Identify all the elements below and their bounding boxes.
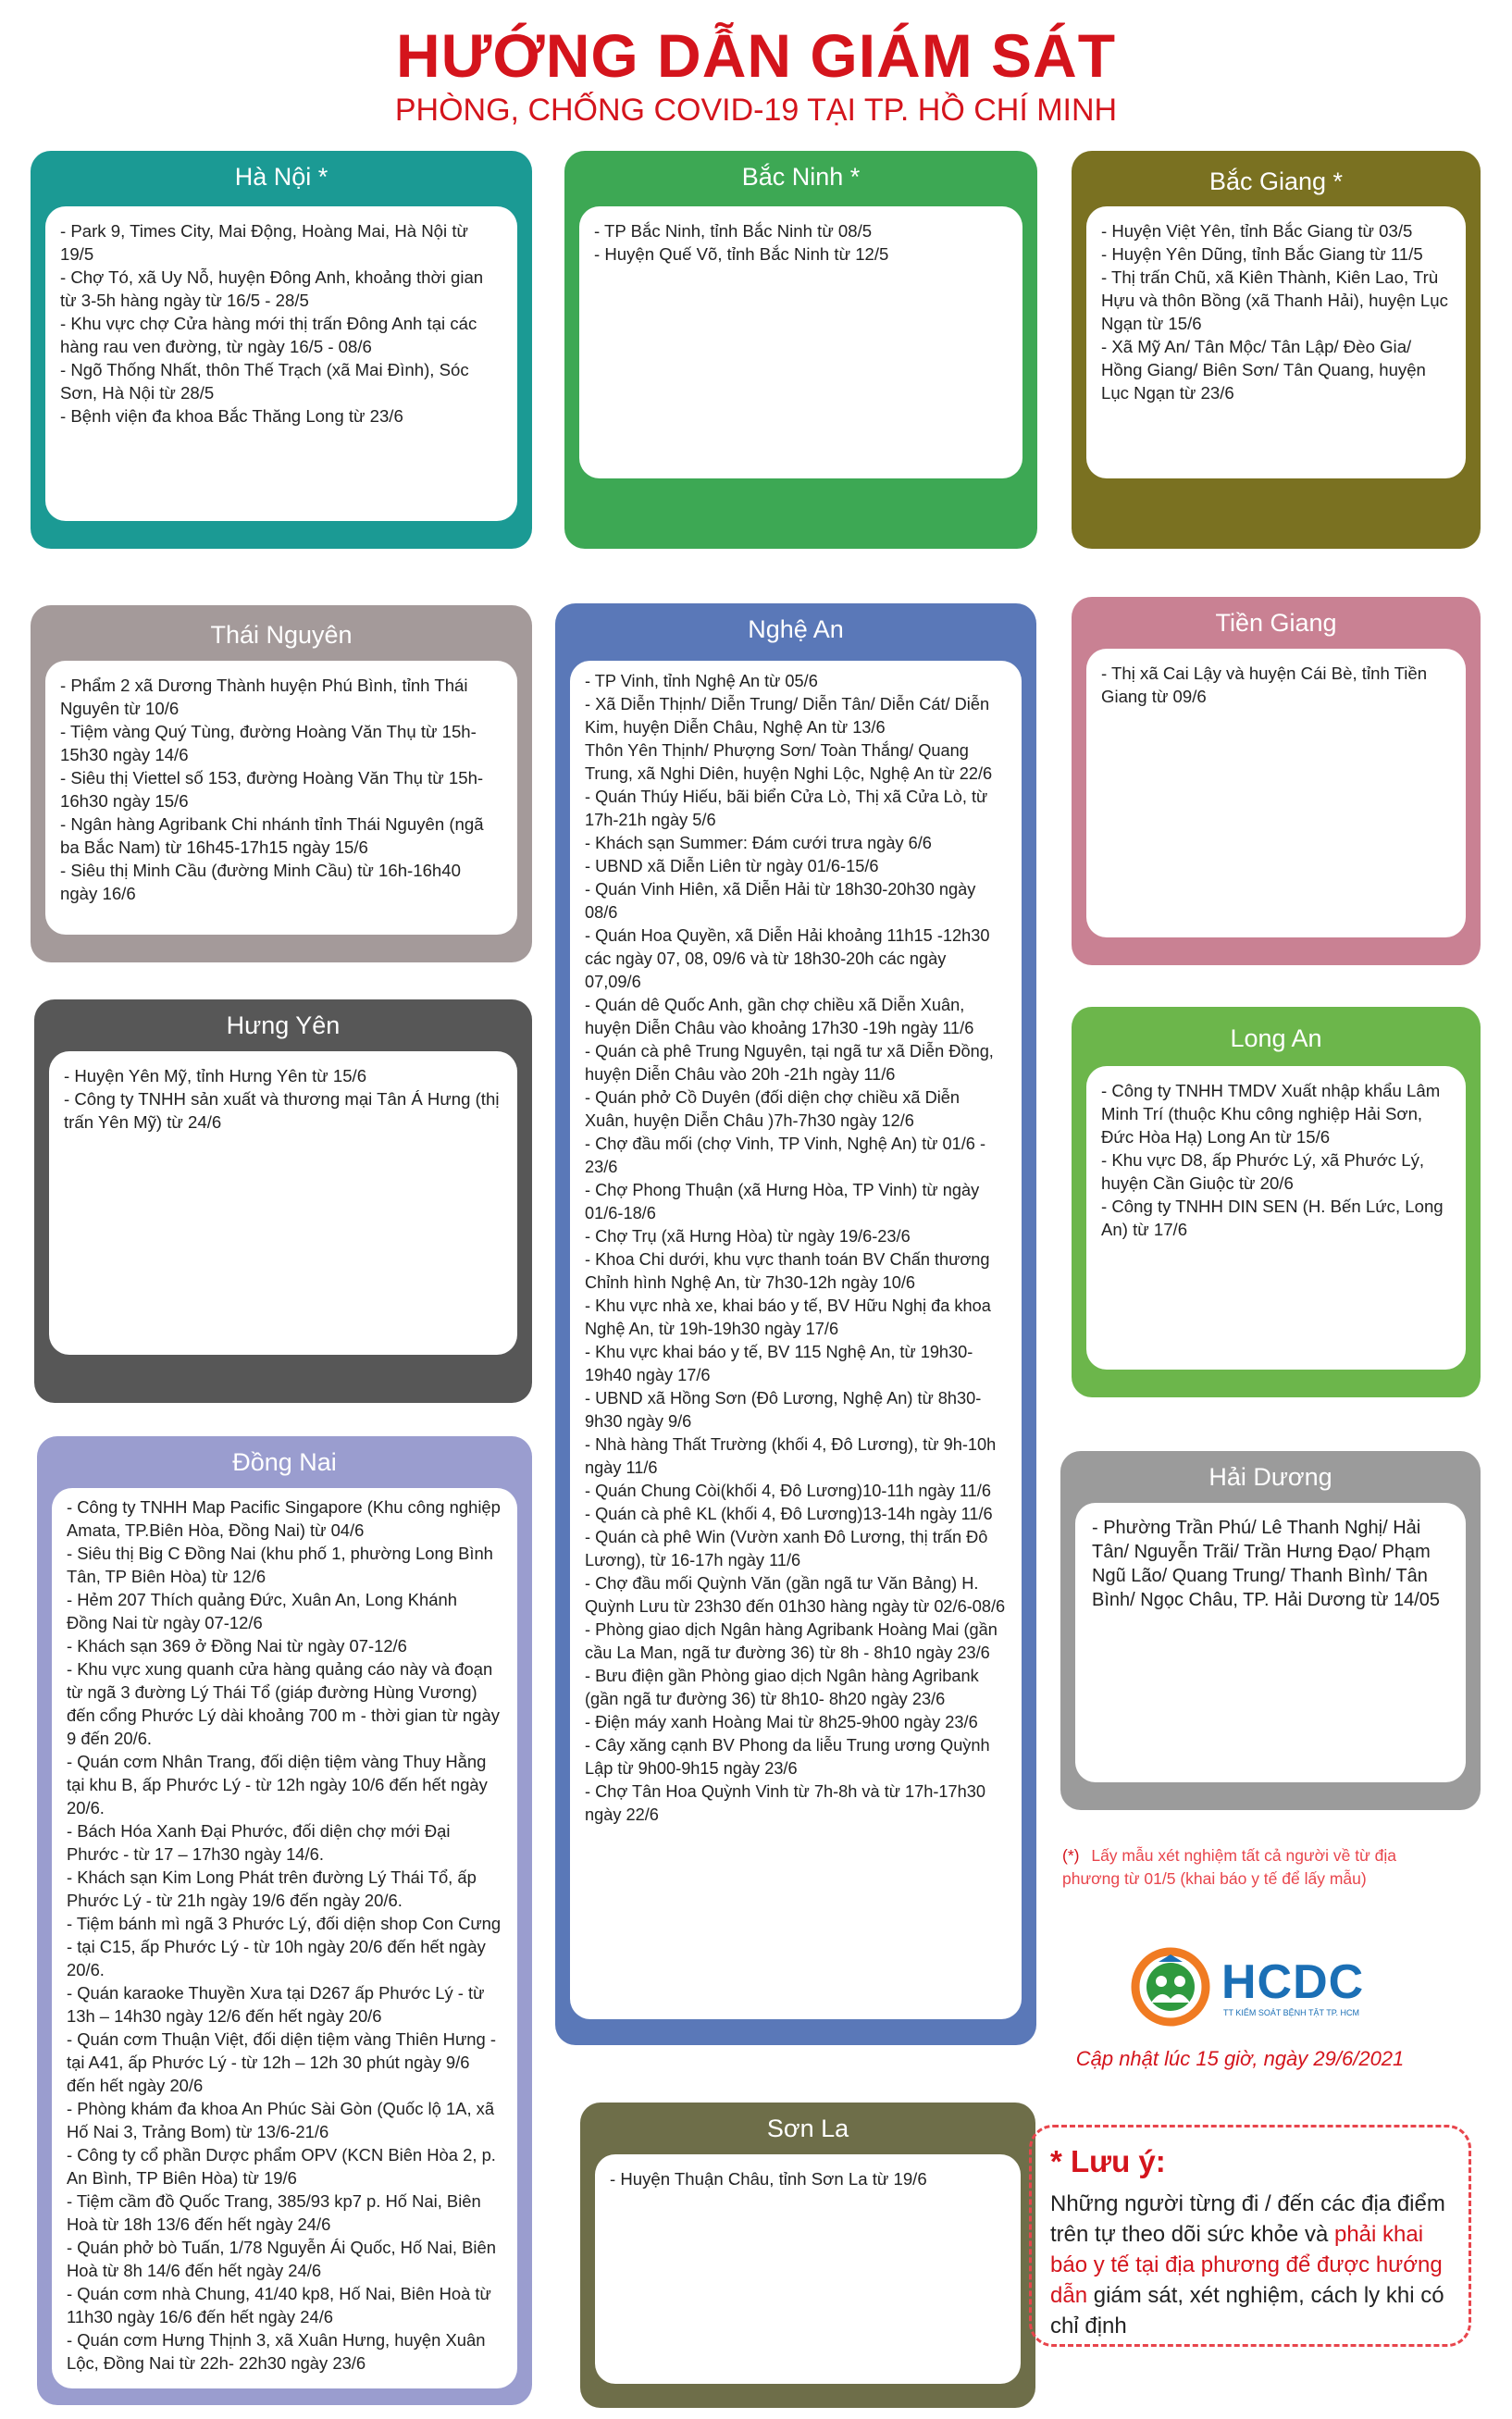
card-thainguyen [31,605,532,962]
footnote-text: Lấy mẫu xét nghiệm tất cả người về từ địa phương từ 01/5 (khai báo y tế để lấy mẫu) [1062,1846,1396,1888]
card-line: - Hẻm 207 Thích quảng Đức, Xuân An, Long Khánh Đồng Nai từ ngày 07-12/6 [67,1590,457,1632]
card-line: - Công ty TNHH TMDV Xuất nhập khẩu Lâm Minh Trí (thuộc Khu công nghiệp Hải Sơn, Đức Hòa Hạ) Long An từ 15/6 [1101,1081,1441,1147]
card-line: - Thị trấn Chũ, xã Kiên Thành, Kiên Lao, Trù Hựu và thôn Bồng (xã Thanh Hải), huyện Lục Ngạn từ 15/6 [1101,267,1448,333]
card-title: Bắc Ninh * [741,162,861,191]
note-text-c: giám sát, xét nghiệm, cách ly khi có chỉ định [1050,2283,1444,2338]
card-body [1086,206,1466,478]
card-line: - Công ty TNHH DIN SEN (H. Bến Lức, Long An) từ 17/6 [1101,1197,1444,1239]
card-line: - Bưu điện gần Phòng giao dịch Ngân hàng Agribank (gần ngã tư đường 36) từ 8h10- 8h20 ngày 23/6 [585,1667,979,1708]
card-line: - Huyện Thuận Châu, tỉnh Sơn La từ 19/6 [610,2169,927,2189]
card-line: - Bệnh viện đa khoa Bắc Thăng Long từ 23/6 [60,406,403,426]
card-line: - Quán cơm Thuận Việt, đối diện tiệm vàng Thiên Hưng - tại A41, ấp Phước Lý - từ 12h – 12h 30 phút ngày 9/6 đến hết ngày 20/6 [67,2029,496,2095]
card-line: - Quán Vinh Hiên, xã Diễn Hải từ 18h30-20h30 ngày 08/6 [585,880,976,922]
card-body [1075,1503,1466,1782]
card-line: - Khu vực xung quanh cửa hàng quảng cáo này và đoạn từ ngã 3 đường Lý Thái Tổ (giáp đường Hùng Vương) đến cổng Phước Lý dài khoảng 700 m - thời gian từ ngày 9 đến 20/6. [67,1659,500,1748]
card-line: - Quán karaoke Thuyền Xưa tại D267 ấp Phước Lý - từ 13h – 14h30 ngày 12/6 đến hết ngày 20/6 [67,1983,485,2026]
card-line: - Chợ Tó, xã Uy Nỗ, huyện Đông Anh, khoảng thời gian từ 3-5h hàng ngày từ 16/5 - 28/5 [60,267,484,310]
card-body [45,661,517,935]
note-box [1029,2125,1471,2347]
card-line: - Quán cơm nhà Chung, 41/40 kp8, Hố Nai, Biên Hoà từ 11h30 ngày 16/6 đến hết ngày 24/6 [67,2284,491,2326]
footnote-marker: (*) [1062,1846,1080,1865]
card-line: - Khu vực chợ Cửa hàng mới thị trấn Đông Anh tại các hàng rau ven đường, từ ngày 16/5 - 08/6 [60,314,477,356]
card-line: - Siêu thị Viettel số 153, đường Hoàng Văn Thụ từ 15h-16h30 ngày 15/6 [60,768,484,811]
card-line: - Chợ đầu mối Quỳnh Văn (gần ngã tư Văn Bảng) H. Quỳnh Lưu từ 23h30 đến 01h30 hàng ngày từ 02/6-08/6 [585,1574,1006,1616]
card-line: - UBND xã Hồng Sơn (Đô Lương, Nghệ An) từ 8h30-9h30 ngày 9/6 [585,1389,982,1431]
card-line: - Park 9, Times City, Mai Động, Hoàng Mai, Hà Nội từ 19/5 [60,221,468,264]
card-line: - Quán cà phê Trung Nguyên, tại ngã tư xã Diễn Đồng, huyện Diễn Châu vào 20h -21h ngày 11/6 [585,1042,994,1084]
card-line: - Siêu thị Minh Cầu (đường Minh Cầu) từ 16h-16h40 ngày 16/6 [60,861,461,903]
card-body [570,661,1022,2019]
card-line: - Phẩm 2 xã Dương Thành huyện Phú Bình, tỉnh Thái Nguyên từ 10/6 [60,676,468,718]
card-line: - Quán cơm Hưng Thịnh 3, xã Xuân Hưng, huyện Xuân Lộc, Đồng Nai từ 22h- 22h30 ngày 23/6 [67,2330,486,2373]
card-line: - Phường Trần Phú/ Lê Thanh Nghị/ Hải Tân/ Nguyễn Trãi/ Trần Hưng Đạo/ Phạm Ngũ Lão/ Quang Trung/ Thanh Bình/ Tân Bình/ Ngọc Châu, TP. Hải Dương từ 14/05 [1092,1518,1441,1610]
card-line: - Huyện Yên Mỹ, tỉnh Hưng Yên từ 15/6 [64,1066,367,1085]
page-title: HƯỚNG DẪN GIÁM SÁT [395,21,1117,90]
card-line: - Khách sạn Kim Long Phát trên đường Lý Thái Tổ, ấp Phước Lý - từ 21h ngày 19/6 đến ngày 20/6. [67,1867,477,1910]
card-line: - Khách sạn Summer: Đám cưới trưa ngày 6/6 [585,834,932,852]
card-line: - Chợ đầu mối (chợ Vinh, TP Vinh, Nghệ An) từ 01/6 - 23/6 [585,1135,986,1176]
card-line: - Ngõ Thống Nhất, thôn Thế Trạch (xã Mai Đình), Sóc Sơn, Hà Nội từ 28/5 [60,360,469,403]
card-line: - Cây xăng cạnh BV Phong da liễu Trung ương Quỳnh Lập từ 9h00-9h15 ngày 23/6 [585,1736,990,1778]
card-title: Thái Nguyên [210,620,353,649]
updated-timestamp: Cập nhật lúc 15 giờ, ngày 29/6/2021 [1075,2047,1405,2070]
card-line: - Quán cà phê KL (khối 4, Đô Lương)13-14h ngày 11/6 [585,1505,993,1523]
card-line: - Phòng giao dịch Ngân hàng Agribank Hoàng Mai (gần cầu La Man, ngã tư đường 36) từ 8h - 8h10 ngày 23/6 [585,1620,998,1662]
card-line: - Tiệm bánh mì ngã 3 Phước Lý, đối diện shop Con Cưng - tại C15, ấp Phước Lý - từ 10h ngày 20/6 đến hết ngày 20/6. [67,1914,502,1979]
card-line: - Quán phở Cồ Duyên (đối diện chợ chiều xã Diễn Xuân, huyện Diễn Châu )7h-7h30 ngày 12/6 [585,1088,960,1130]
card-body [52,1488,517,2388]
card-line: - Khoa Chi dưới, khu vực thanh toán BV Chấn thương Chỉnh hình Nghệ An, từ 7h30-12h ngày 10/6 [585,1250,990,1292]
card-line: - Siêu thị Big C Đồng Nai (khu phố 1, phường Long Bình Tân, TP Biên Hòa) từ 12/6 [67,1544,493,1586]
card-title: Long An [1230,1023,1322,1052]
card-line: - TP Bắc Ninh, tỉnh Bắc Ninh từ 08/5 [594,221,873,241]
card-line: - Chợ Phong Thuận (xã Hưng Hòa, TP Vinh) từ ngày 01/6-18/6 [585,1181,980,1222]
card-nghean [555,603,1036,2045]
card-line: - Chợ Tân Hoa Quỳnh Vinh từ 7h-8h và từ 17h-17h30 ngày 22/6 [585,1782,985,1824]
footnote [1062,1844,1423,1891]
card-line: - Quán Chung Còi(khối 4, Đô Lương)10-11h ngày 11/6 [585,1482,991,1500]
card-tiengiang [1072,597,1481,965]
card-line: - Khu vực D8, ấp Phước Lý, xã Phước Lý, huyện Cần Giuộc từ 20/6 [1101,1150,1425,1193]
card-line: - Nhà hàng Thất Trường (khối 4, Đô Lương), từ 9h-10h ngày 11/6 [585,1435,997,1477]
hcdc-logo-icon [1131,1947,1210,2027]
card-bacninh [564,151,1037,549]
card-line: - Phòng khám đa khoa An Phúc Sài Gòn (Quốc lộ 1A, xã Hố Nai 3, Trảng Bom) từ 13/6-21/6 [67,2099,495,2141]
card-line: - Quán Hoa Quyền, xã Diễn Hải khoảng 11h15 -12h30 các ngày 07, 08, 09/6 và từ 18h30-20h các ngày 07,09/6 [585,926,990,991]
card-body [45,206,517,521]
logo-name: HCDC [1221,1955,1365,2009]
note-text-highlight: phải khai báo y tế tại địa phương để được hướng dẫn [1050,2222,1443,2308]
card-bacgiang [1072,151,1481,549]
card-title: Đồng Nai [232,1447,337,1476]
card-body [1086,1066,1466,1370]
card-line: - Xã Mỹ An/ Tân Mộc/ Tân Lập/ Đèo Gia/ Hồng Giang/ Biên Sơn/ Tân Quang, huyện Lục Ngạn từ 23/6 [1101,337,1426,403]
card-line: - Quán cơm Nhân Trang, đối diện tiệm vàng Thuy Hằng tại khu B, ấp Phước Lý - từ 12h ngày 10/6 đến hết ngày 20/6. [67,1752,488,1817]
card-title: Tiền Giang [1215,608,1337,637]
card-title: Bắc Giang * [1208,167,1344,195]
card-line: - Công ty TNHH sản xuất và thương mại Tân Á Hưng (thị trấn Yên Mỹ) từ 24/6 [64,1089,500,1132]
card-line: - Công ty cổ phần Dược phẩm OPV (KCN Biên Hòa 2, p. An Bình, TP Biên Hòa) từ 19/6 [67,2145,496,2188]
card-line: - Thị xã Cai Lậy và huyện Cái Bè, tỉnh Tiền Giang từ 09/6 [1101,664,1428,706]
card-dongnai [37,1436,532,2405]
card-line: - TP Vinh, tỉnh Nghệ An từ 05/6 [585,672,818,690]
card-title: Hà Nội * [234,162,328,191]
card-line: - Khu vực nhà xe, khai báo y tế, BV Hữu Nghị đa khoa Nghệ An, từ 19h-19h30 ngày 17/6 [585,1296,991,1338]
card-line: - Huyện Việt Yên, tỉnh Bắc Giang từ 03/5 [1101,221,1413,241]
card-line: - Tiệm vàng Quý Tùng, đường Hoàng Văn Thụ từ 15h-15h30 ngày 14/6 [60,722,477,764]
card-title: Sơn La [766,2114,849,2142]
card-line: Thôn Yên Thịnh/ Phượng Sơn/ Toàn Thắng/ Quang Trung, xã Nghi Diên, huyện Nghi Lộc, Nghệ An từ 22/6 [585,741,993,783]
card-line: - Khách sạn 369 ở Đồng Nai từ ngày 07-12/6 [67,1636,407,1656]
card-line: - Điện máy xanh Hoàng Mai từ 8h25-9h00 ngày 23/6 [585,1713,978,1731]
hcdc-logo [1131,1947,1381,2027]
card-line: - Huyện Yên Dũng, tỉnh Bắc Giang từ 11/5 [1101,244,1423,264]
card-body [1086,649,1466,937]
card-line: - Chợ Trụ (xã Hưng Hòa) từ ngày 19/6-23/6 [585,1227,911,1246]
card-line: - Ngân hàng Agribank Chi nhánh tỉnh Thái Nguyên (ngã ba Bắc Nam) từ 16h45-17h15 ngày 15/6 [60,814,484,857]
card-hanoi [31,151,532,549]
card-line: - Công ty TNHH Map Pacific Singapore (Khu công nghiệp Amata, TP.Biên Hòa, Đồng Nai) từ 04/6 [67,1497,501,1540]
note-text-a: Những người từng đi / đến các địa điểm trên tự theo dõi sức khỏe và [1050,2191,1445,2247]
card-body [579,206,1022,478]
note-text [1050,2189,1450,2341]
card-line: - Huyện Quế Võ, tỉnh Bắc Ninh từ 12/5 [594,244,889,264]
card-line: - UBND xã Diễn Liên từ ngày 01/6-15/6 [585,857,879,875]
card-title: Hưng Yên [226,1011,341,1039]
card-line: - Quán Thúy Hiếu, bãi biển Cửa Lò, Thị xã Cửa Lò, từ 17h-21h ngày 5/6 [585,788,988,829]
note-title: * Lưu ý: [1050,2144,1166,2178]
card-line: - Bách Hóa Xanh Đại Phước, đối diện chợ mới Đại Phước - từ 17 – 17h30 ngày 14/6. [67,1821,451,1864]
card-hungyen [34,999,532,1403]
card-title: Nghệ An [748,614,844,643]
card-line: - Quán dê Quốc Anh, gần chợ chiều xã Diễn Xuân, huyện Diễn Châu vào khoảng 17h30 -19h ngày 11/6 [585,996,974,1037]
page-subtitle: PHÒNG, CHỐNG COVID-19 TẠI TP. HỒ CHÍ MINH [394,93,1118,128]
card-line: - Quán cà phê Win (Vườn xanh Đô Lương, thị trấn Đô Lương), từ 16-17h ngày 11/6 [585,1528,988,1569]
card-sonla [580,2103,1035,2408]
card-body [49,1051,517,1355]
card-line: - Tiệm cầm đồ Quốc Trang, 385/93 kp7 p. Hố Nai, Biên Hoà từ 18h 13/6 đến hết ngày 24/6 [67,2191,481,2234]
card-body [595,2154,1021,2384]
card-title: Hải Dương [1208,1462,1332,1491]
card-longan [1072,1007,1481,1397]
card-line: - Quán phở bò Tuấn, 1/78 Nguyễn Ái Quốc, Hố Nai, Biên Hoà từ 8h 14/6 đến hết ngày 24/6 [67,2238,496,2280]
card-haiduong [1060,1451,1481,1810]
logo-tagline: TT KIỂM SOÁT BỆNH TẬT TP. HCM [1223,2008,1360,2017]
card-line: - Khu vực khai báo y tế, BV 115 Nghệ An, từ 19h30-19h40 ngày 17/6 [585,1343,973,1384]
card-line: - Xã Diễn Thịnh/ Diễn Trung/ Diễn Tân/ Diễn Cát/ Diễn Kim, huyện Diễn Châu, Nghệ An từ 13/6 [585,695,990,737]
